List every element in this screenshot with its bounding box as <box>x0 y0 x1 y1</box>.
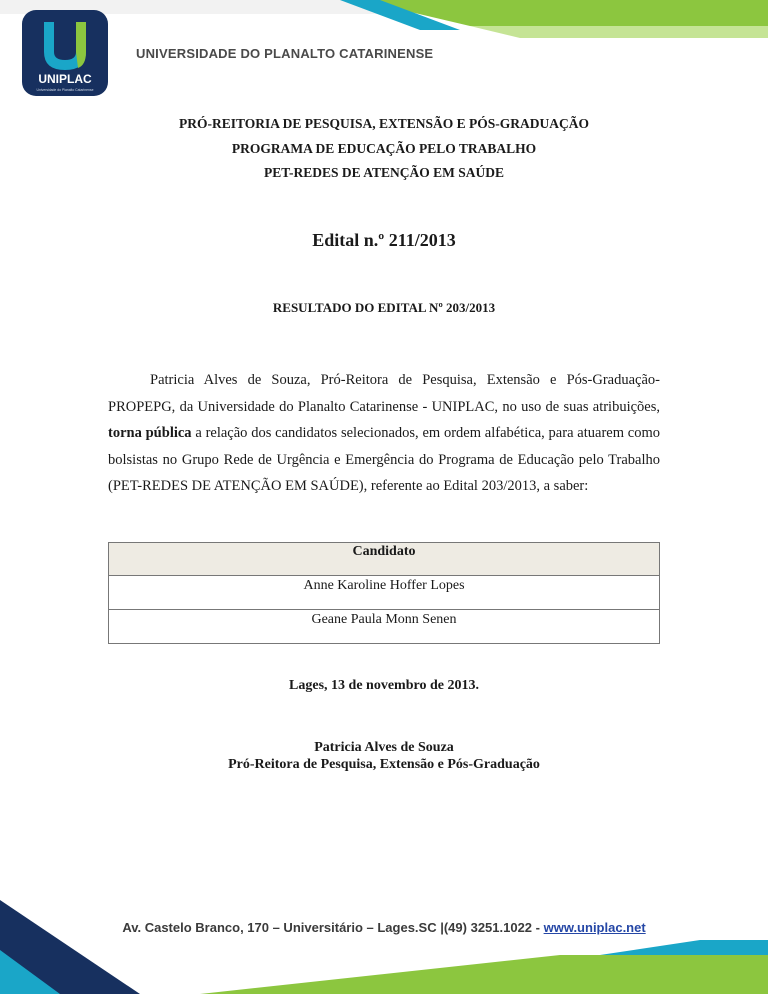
body-paragraph <box>108 367 660 500</box>
candidates-table <box>108 542 660 644</box>
table-cell: Geane Paula Monn Senen <box>109 610 660 644</box>
heading-pro-reitoria: PRÓ-REITORIA DE PESQUISA, EXTENSÃO E PÓS-GRADUAÇÃO <box>178 116 590 131</box>
signature-role: Pró-Reitora de Pesquisa, Extensão e Pós-Graduação <box>228 757 540 772</box>
logo-subtext: Universidade do Planalto Catarinense <box>36 88 94 92</box>
signature-name: Patricia Alves de Souza <box>314 740 454 755</box>
table-row <box>109 610 660 644</box>
date-line: Lages, 13 de novembro de 2013. <box>289 678 479 693</box>
body-part1: Patricia Alves de Souza, Pró-Reitora de Pesquisa, Extensão e Pós-Graduação-PROPEPG, da Universidade do Planalto Catarinense - UNIPLAC, no uso de suas atribuições, <box>108 372 660 415</box>
heading-pet-redes: PET-REDES DE ATENÇÃO EM SAÚDE <box>263 165 505 180</box>
footer-website-link[interactable]: www.uniplac.net <box>543 920 646 935</box>
footer-address: Av. Castelo Branco, 170 – Universitário – Lages.SC |(49) 3251.1022 - <box>122 920 544 935</box>
footer <box>0 920 768 935</box>
table-cell: Anne Karoline Hoffer Lopes <box>109 576 660 610</box>
table-header-row <box>109 543 660 576</box>
logo-text: UNIPLAC <box>38 72 92 86</box>
heading-programa: PROGRAMA DE EDUCAÇÃO PELO TRABALHO <box>231 141 537 156</box>
resultado-title: RESULTADO DO EDITAL Nº 203/2013 <box>272 300 496 315</box>
body-bold: torna pública <box>108 425 192 442</box>
university-name: UNIVERSIDADE DO PLANALTO CATARINENSE <box>136 46 434 61</box>
table-row <box>109 576 660 610</box>
edital-title: Edital n.º 211/2013 <box>312 230 456 250</box>
body-part2: a relação dos candidatos selecionados, em ordem alfabética, para atuarem como bolsistas no Grupo Rede de Urgência e Emergência do Programa de Educação pelo Trabalho (PET-REDES DE ATENÇÃO EM SAÚDE), referente ao Edital 203/2013, a saber: <box>108 425 661 495</box>
table-header-candidato: Candidato <box>109 543 660 576</box>
uniplac-logo <box>22 10 108 96</box>
